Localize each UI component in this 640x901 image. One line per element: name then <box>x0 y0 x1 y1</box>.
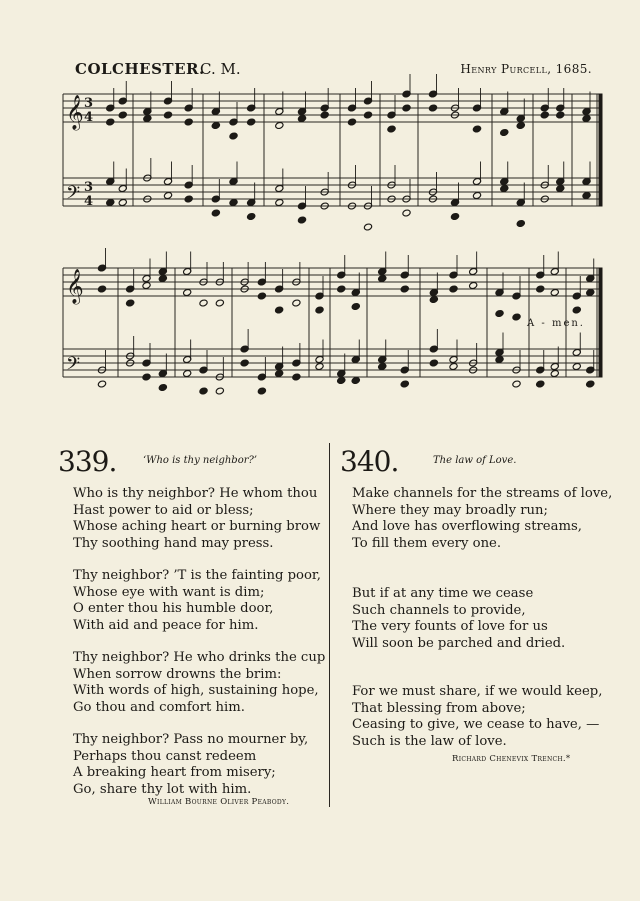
stanza <box>73 732 308 799</box>
notehead <box>516 122 525 130</box>
notehead <box>495 310 504 318</box>
notehead <box>118 199 127 207</box>
hymn-author-339: William Bourne Oliver Peabody. <box>148 797 290 807</box>
notehead <box>469 282 478 290</box>
notehead <box>142 282 151 290</box>
notehead <box>247 118 256 126</box>
verse-line: Whose eye with want is dim; <box>73 584 265 600</box>
meter: C. M. <box>200 60 241 78</box>
notehead <box>472 192 481 200</box>
svg-text:3: 3 <box>84 96 94 111</box>
notehead <box>320 111 329 119</box>
notehead <box>400 285 409 293</box>
notehead <box>215 387 224 395</box>
notehead <box>106 118 115 126</box>
notehead <box>351 377 360 385</box>
verse-line: Hast power to aid or bless; <box>73 502 254 518</box>
notehead <box>402 209 411 217</box>
notehead <box>582 115 591 123</box>
svg-text:𝄢: 𝄢 <box>66 354 81 379</box>
notehead <box>257 292 266 300</box>
verse-line: Thy neighbor? Pass no mourner by, <box>73 732 309 747</box>
verse-line: But if at any time we cease <box>352 586 534 601</box>
column-divider <box>329 443 330 807</box>
verse-line: Where they may broadly run; <box>352 502 548 518</box>
notehead <box>500 185 509 193</box>
clefs <box>66 95 93 379</box>
notehead <box>500 129 509 137</box>
notehead <box>586 380 595 388</box>
svg-text:3: 3 <box>84 180 94 195</box>
amen-label: A - men. <box>527 318 585 329</box>
notehead <box>229 132 238 140</box>
notehead <box>199 387 208 395</box>
notehead <box>97 380 106 388</box>
notehead <box>572 363 581 371</box>
tune-name: COLCHESTER. <box>75 60 205 78</box>
notehead <box>429 359 438 367</box>
verse-line: Thy neighbor? He who drinks the cup <box>73 650 326 665</box>
music-score <box>0 0 640 420</box>
verse-line: Perhaps thou canst redeem <box>73 748 257 764</box>
notehead <box>315 363 324 371</box>
notehead <box>449 363 458 371</box>
notehead <box>163 192 172 200</box>
barlines <box>63 94 601 377</box>
hymn-caption-340: The law of Love. <box>433 455 517 466</box>
notehead <box>387 125 396 133</box>
verse-line: When sorrow drowns the brim: <box>73 666 282 682</box>
verse-line: Whose aching heart or burning brow <box>73 519 321 535</box>
stanza <box>352 486 612 553</box>
notehead <box>337 285 346 293</box>
notehead <box>512 380 521 388</box>
notehead <box>215 299 224 307</box>
notehead <box>143 115 152 123</box>
notehead <box>402 104 411 112</box>
verse-line: That blessing from above; <box>352 700 526 716</box>
svg-text:4: 4 <box>84 110 94 125</box>
notehead <box>586 289 595 297</box>
notehead <box>163 111 172 119</box>
svg-text:𝄞: 𝄞 <box>66 269 84 304</box>
notehead <box>275 370 284 378</box>
notehead <box>292 373 301 381</box>
stanza <box>352 684 602 751</box>
notehead <box>184 195 193 203</box>
verse-line: Make channels for the streams of love, <box>352 486 613 501</box>
notehead <box>297 216 306 224</box>
hymn-caption-339: ‘Who is thy neighbor?’ <box>143 455 258 466</box>
verse-line: For we must share, if we would keep, <box>352 684 603 699</box>
notehead <box>183 370 192 378</box>
notehead <box>158 384 167 392</box>
verse-line: Thy soothing hand may press. <box>73 536 274 552</box>
notehead <box>97 285 106 293</box>
notehead <box>275 199 284 207</box>
notehead <box>516 220 525 228</box>
verse-line: The very founts of love for us <box>352 619 548 635</box>
verse-line: Go thou and comfort him. <box>73 700 245 716</box>
notehead <box>400 380 409 388</box>
notehead <box>582 192 591 200</box>
notehead <box>540 111 549 119</box>
notehead <box>429 296 438 304</box>
notehead <box>106 199 115 207</box>
notehead <box>183 289 192 297</box>
notehead <box>556 111 565 119</box>
verse-line: Who is thy neighbor? He whom thou <box>73 486 318 501</box>
notehead <box>378 275 387 283</box>
notehead <box>142 373 151 381</box>
notehead <box>550 289 559 297</box>
verse-line: To fill them every one. <box>352 536 502 552</box>
notehead <box>428 104 437 112</box>
notehead <box>512 313 521 321</box>
notehead <box>211 122 220 130</box>
notehead <box>449 285 458 293</box>
verse-line: A breaking heart from misery; <box>73 765 276 781</box>
notehead <box>247 213 256 221</box>
notehead <box>199 299 208 307</box>
notehead <box>337 377 346 385</box>
notehead <box>257 387 266 395</box>
notehead <box>315 306 324 314</box>
verse-line: Such channels to provide, <box>352 602 526 618</box>
notehead <box>556 185 565 193</box>
verse-line: With words of high, sustaining hope, <box>73 683 319 699</box>
verse-line: Will soon be parched and dried. <box>352 636 566 652</box>
hymn-number-340: 340. <box>340 445 399 478</box>
staff-lines <box>63 94 601 377</box>
notehead <box>229 199 238 207</box>
svg-text:4: 4 <box>84 194 94 209</box>
notehead <box>378 363 387 371</box>
notehead <box>184 118 193 126</box>
notehead <box>297 115 306 123</box>
notehead <box>292 299 301 307</box>
stanza <box>73 486 320 553</box>
notehead <box>363 223 372 231</box>
verse-line: O enter thou his humble door, <box>73 601 274 617</box>
notehead <box>275 122 284 130</box>
notehead <box>536 380 545 388</box>
verse-line: Such is the law of love. <box>352 734 507 750</box>
verse-line: Ceasing to give, we cease to have, — <box>352 717 600 733</box>
notehead <box>363 111 372 119</box>
notehead <box>118 111 127 119</box>
verse-line: And love has overflowing streams, <box>352 519 582 535</box>
notehead <box>240 359 249 367</box>
notehead <box>351 303 360 311</box>
notehead <box>536 285 545 293</box>
notehead <box>472 125 481 133</box>
notehead <box>211 209 220 217</box>
hymn-author-340: Richard Chenevix Trench.* <box>452 754 571 764</box>
notehead <box>275 306 284 314</box>
notehead <box>158 275 167 283</box>
notehead <box>347 118 356 126</box>
notehead <box>550 370 559 378</box>
svg-text:𝄢: 𝄢 <box>66 183 81 208</box>
verse-line: With aid and peace for him. <box>73 618 259 634</box>
notehead <box>572 306 581 314</box>
stanza <box>73 568 321 635</box>
stanza <box>352 586 565 653</box>
hymn-number-339: 339. <box>58 445 117 478</box>
svg-text:𝄞: 𝄞 <box>66 95 84 130</box>
verse-line: Thy neighbor? ’T is the fainting poor, <box>73 568 321 583</box>
notehead <box>450 213 459 221</box>
verse-line: Go, share thy lot with him. <box>73 782 252 798</box>
notehead <box>495 356 504 364</box>
stanza <box>73 650 325 717</box>
composer: Henry Purcell, 1685. <box>460 62 592 76</box>
notehead <box>126 299 135 307</box>
